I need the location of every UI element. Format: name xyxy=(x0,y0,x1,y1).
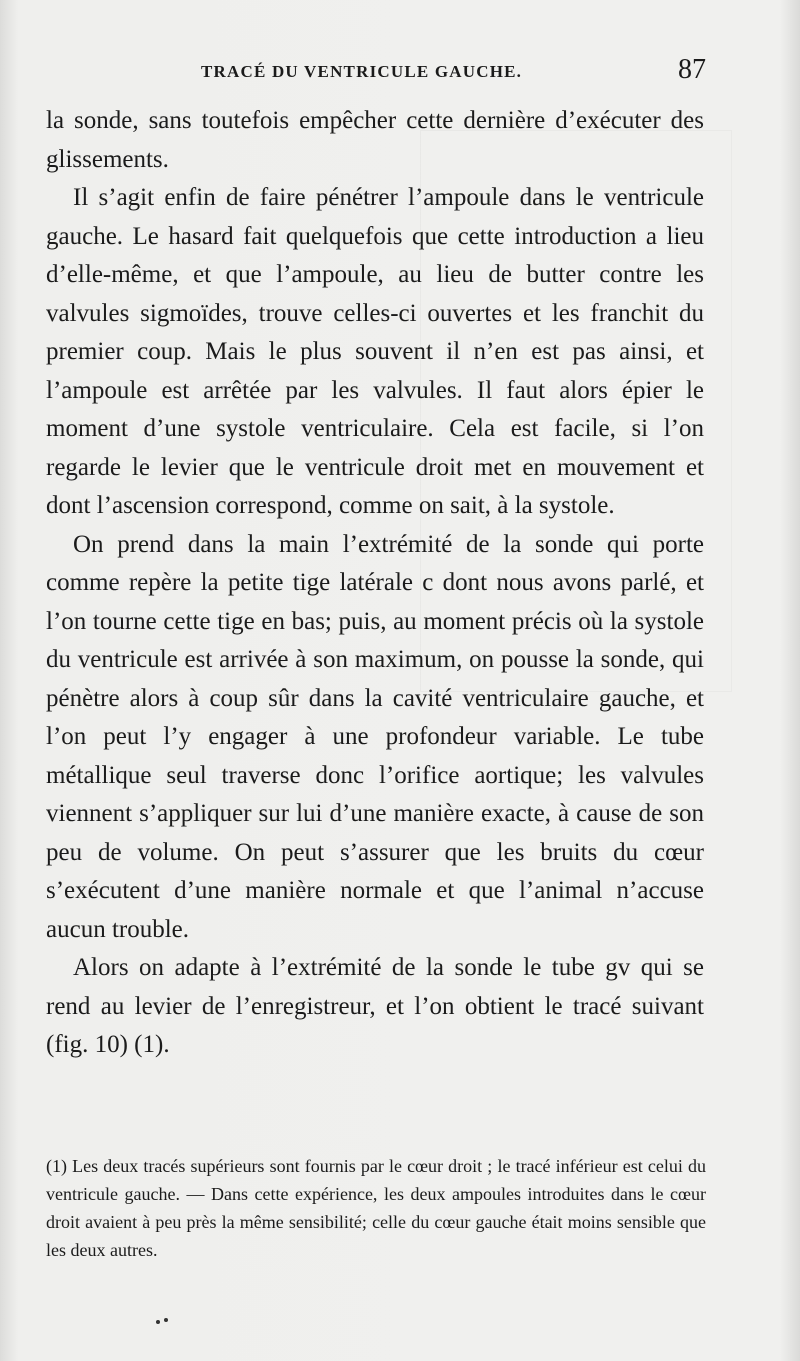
body-text xyxy=(46,102,704,1065)
paragraph: On prend dans la main l’extrémité de la sonde qui porte comme repère la petite tige latérale c dont nous avons parlé, et l’on tourne cette tige en bas; puis, au moment précis où la systole du ventricule est arrivée à son maximum, on pousse la sonde, qui pénètre alors à coup sûr dans la cavité ventriculaire gauche, et l’on peut l’y engager à une profondeur variable. Le tube métallique seul traverse donc l’orifice aortique; les valvules viennent s’appliquer sur lui d’une manière exacte, à cause de son peu de volume. On peut s’assurer que les bruits du cœur s’exécutent d’une manière normale et que l’animal n’accuse aucun trouble. xyxy=(46,530,704,943)
running-title: TRACÉ DU VENTRICULE GAUCHE. xyxy=(201,62,523,81)
ink-specks xyxy=(150,1318,180,1328)
page-header xyxy=(46,54,706,92)
paragraph: la sonde, sans toutefois empêcher cette dernière d’exécuter des glissements. xyxy=(46,107,704,173)
page-number: 87 xyxy=(678,54,706,85)
paragraph: Il s’agit enfin de faire pénétrer l’ampoule dans le ventricule gauche. Le hasard fait quelquefois que cette introduction a lieu d’elle-même, et que l’ampoule, au lieu de butter contre les valvules sigmoïdes, trouve celles-ci ouvertes et les franchit du premier coup. Mais le plus souvent il n’en est pas ainsi, et l’ampoule est arrêtée par les valvules. Il faut alors épier le moment d’une systole ventriculaire. Cela est facile, si l’on regarde le levier que le ventricule droit met en mouvement et dont l’ascension correspond, comme on sait, à la systole. xyxy=(46,184,704,519)
footnote xyxy=(46,1152,706,1264)
footnote-text: (1) Les deux tracés supérieurs sont fournis par le cœur droit ; le tracé inférieur est celui du ventricule gauche. — Dans cette expérience, les deux ampoules introduites dans le cœur droit avaient à peu près la même sensibilité; celle du cœur gauche était moins sensible que les deux autres. xyxy=(46,1156,706,1260)
paragraph: Alors on adapte à l’extrémité de la sonde le tube gv qui se rend au levier de l’enregistreur, et l’on obtient le tracé suivant (fig. 10) (1). xyxy=(46,954,704,1058)
